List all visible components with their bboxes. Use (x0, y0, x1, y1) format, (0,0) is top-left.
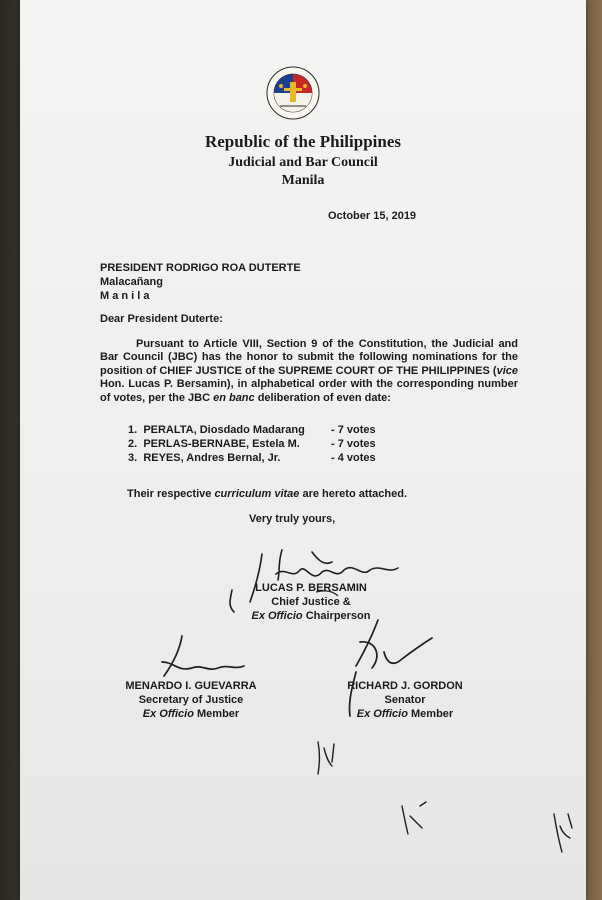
nominee-name: REYES, Andres Bernal, Jr. (143, 452, 281, 464)
body-text-1: Pursuant to Article VIII, Section 9 of the Constitution, the Judicial and Bar Council (JBC) has the honor to submit the following nominations for the position of CHIEF JUSTICE of the SUPREME COURT OF THE PHILIPPINES ( (100, 338, 518, 377)
chief-role-italic: Ex Officio (251, 610, 303, 622)
nominee-item (128, 424, 305, 436)
body-text-3: deliberation of even date: (254, 391, 391, 404)
salutation: Dear President Duterte: (100, 313, 223, 325)
body-text-2: Hon. Lucas P. Bersamin), in alphabetical order with the corresponding number of votes, per the JBC (100, 378, 518, 404)
letter-date: October 15, 2019 (328, 210, 417, 222)
guevarra-role-rest: Member (193, 708, 240, 720)
signature-bersamin-icon (220, 540, 420, 620)
chief-name: LUCAS P. BERSAMIN (255, 582, 367, 594)
nominee-number: 2. (128, 438, 138, 450)
closing: Very truly yours, (249, 513, 336, 525)
gordon-role (320, 708, 490, 720)
addressee-name: PRESIDENT RODRIGO ROA DUTERTE (100, 262, 301, 274)
signature-guevarra-icon (148, 632, 258, 680)
body-paragraph (100, 338, 518, 405)
chief-title: Chief Justice & (271, 596, 351, 608)
attachment-post: are hereto attached. (299, 488, 408, 500)
nominee-name: PERALTA, Diosdado Madarang (143, 424, 305, 436)
chief-role-rest: Chairperson (302, 610, 371, 622)
initial-mark-icon (548, 808, 578, 856)
jbc-seal-icon (266, 66, 320, 120)
letterhead-council: Judicial and Bar Council (228, 155, 378, 170)
body-en-banc: en banc (213, 391, 255, 404)
attachment-cv: curriculum vitae (214, 488, 300, 500)
initial-mark-icon (396, 798, 430, 838)
nominee-name: PERLAS-BERNABE, Estela M. (143, 438, 300, 450)
gordon-title: Senator (384, 694, 426, 706)
nominee-votes: - 7 votes (331, 438, 376, 450)
attachment-pre: Their respective (127, 488, 215, 500)
gordon-role-rest: Member (407, 708, 454, 720)
body-vice: vice (496, 364, 518, 377)
guevarra-name: MENARDO I. GUEVARRA (125, 680, 257, 692)
attachment-note (127, 488, 407, 500)
addressee-office: Malacañang (100, 276, 163, 288)
guevarra-role-italic: Ex Officio (142, 708, 194, 720)
initial-mark-icon (312, 738, 342, 778)
guevarra-title: Secretary of Justice (138, 694, 244, 706)
nominee-votes: - 7 votes (331, 424, 376, 436)
nominee-item (128, 452, 280, 464)
nominee-votes: - 4 votes (331, 452, 376, 464)
gordon-role-italic: Ex Officio (356, 708, 408, 720)
letter-page (20, 0, 586, 900)
nominee-number: 1. (128, 424, 138, 436)
letterhead-city: Manila (281, 173, 325, 188)
gordon-name: RICHARD J. GORDON (347, 680, 463, 692)
nominee-item (128, 438, 300, 450)
addressee-city: M a n i l a (100, 290, 150, 302)
letterhead-republic: Republic of the Philippines (204, 132, 401, 151)
nominee-number: 3. (128, 452, 138, 464)
guevarra-role (96, 708, 286, 720)
